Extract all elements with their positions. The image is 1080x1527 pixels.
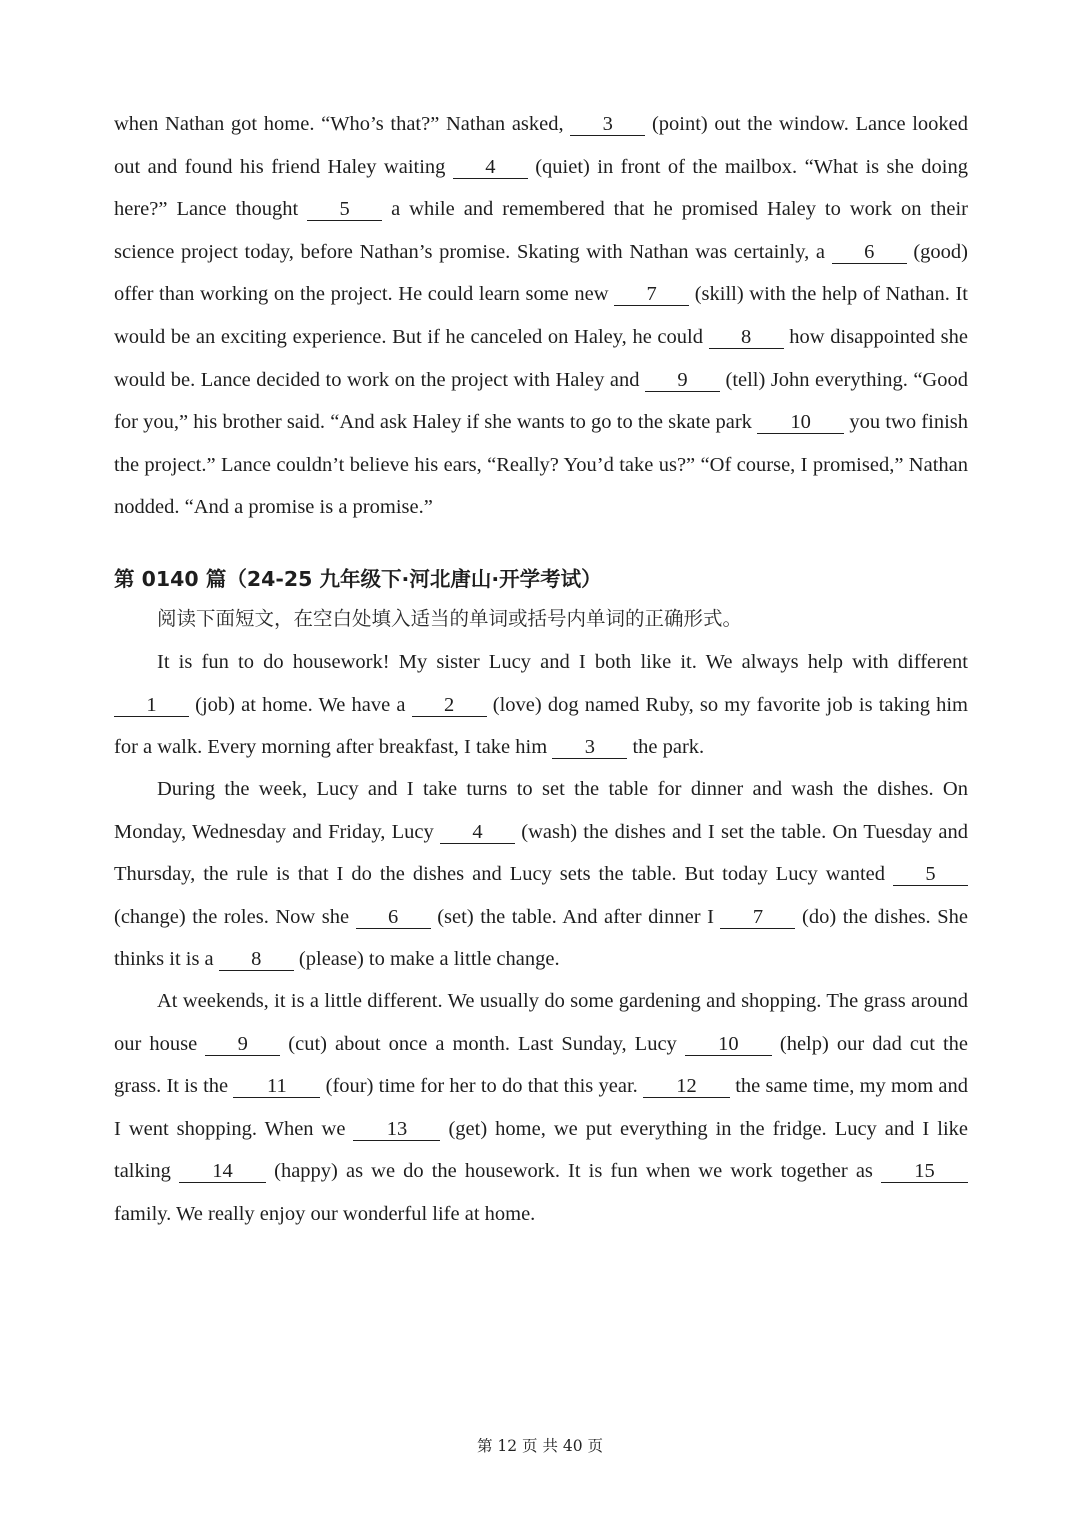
answer-blank-9[interactable]: 9	[645, 369, 720, 392]
answer-blank-15[interactable]: 15	[881, 1160, 968, 1183]
answer-blank-3[interactable]: 3	[570, 113, 645, 136]
answer-blank-7[interactable]: 7	[720, 906, 795, 929]
passage-heading: 第 0140 篇（24-25 九年级下·河北唐山·开学考试）	[114, 567, 602, 591]
answer-blank-1[interactable]: 1	[114, 694, 189, 717]
answer-blank-4[interactable]: 4	[453, 156, 528, 179]
answer-blank-10[interactable]: 10	[757, 411, 844, 434]
answer-blank-6[interactable]: 6	[356, 906, 431, 929]
answer-blank-5[interactable]: 5	[893, 863, 968, 886]
passage1-text: when Nathan got home. “Who’s that?” Nathan asked, 3 (point) out the window. Lance looked out and found his friend Haley waiting 4 (quiet) in front of the mailbox. “What is she doing here?” Lance thought 5 a while and remembered that he promised Haley to work on their science project today, before Nathan’s promise. Skating with Nathan was certainly, a 6 (good) offer than working on the project. He could learn some new 7 (skill) with the help of Nathan. It would be an exciting experience. But if he canceled on Haley, he could 8 how disappointed she would be. Lance decided to work on the project with Haley and 9 (tell) John everything. “Good for you,” his brother said. “And ask Haley if she wants to go to the skate park 10 you two finish the project.” Lance couldn’t believe his ears, “Really? You’d take us?” “Of course, I promised,” Nathan nodded. “And a promise is a promise.”	[114, 113, 969, 519]
passage2-paragraph-1: It is fun to do housework! My sister Lucy and I both like it. We always help with different 1 (job) at home. We have a 2 (love) dog named Ruby, so my favorite job is taking him for a walk. Every morning after breakfast, I take him 3 the park.	[114, 651, 968, 759]
answer-blank-8[interactable]: 8	[709, 326, 784, 349]
answer-blank-11[interactable]: 11	[233, 1075, 320, 1098]
answer-blank-4[interactable]: 4	[440, 821, 515, 844]
instruction-text: 阅读下面短文，在空白处填入适当的单词或括号内单词的正确形式。	[157, 607, 743, 630]
answer-blank-12[interactable]: 12	[643, 1075, 730, 1098]
answer-blank-5[interactable]: 5	[307, 198, 382, 221]
passage2-paragraph-2: During the week, Lucy and I take turns to set the table for dinner and wash the dishes. On Monday, Wednesday and Friday, Lucy 4 (wash) the dishes and I set the table. On Tuesday and Thursday, the rule is that I do the dishes and Lucy sets the table. But today Lucy wanted 5 (change) the roles. Now she 6 (set) the table. And after dinner I 7 (do) the dishes. She thinks it is a 8 (please) to make a little change.	[114, 778, 968, 971]
answer-blank-8[interactable]: 8	[219, 948, 294, 971]
answer-blank-10[interactable]: 10	[685, 1033, 772, 1056]
passage2-paragraph-3: At weekends, it is a little different. We usually do some gardening and shopping. The grass around our house 9 (cut) about once a month. Last Sunday, Lucy 10 (help) our dad cut the grass. It is the 11 (four) time for her to do that this year. 12 the same time, my mom and I went shopping. When we 13 (get) home, we put everything in the fridge. Lucy and I like talking 14 (happy) as we do the housework. It is fun when we work together as 15 family. We really enjoy our wonderful life at home.	[114, 990, 968, 1225]
answer-blank-7[interactable]: 7	[614, 283, 689, 306]
answer-blank-2[interactable]: 2	[412, 694, 487, 717]
answer-blank-3[interactable]: 3	[552, 736, 627, 759]
answer-blank-13[interactable]: 13	[353, 1118, 440, 1141]
answer-blank-9[interactable]: 9	[205, 1033, 280, 1056]
page-footer: 第 12 页 共 40 页	[476, 1437, 604, 1455]
answer-blank-6[interactable]: 6	[832, 241, 907, 264]
answer-blank-14[interactable]: 14	[179, 1160, 266, 1183]
